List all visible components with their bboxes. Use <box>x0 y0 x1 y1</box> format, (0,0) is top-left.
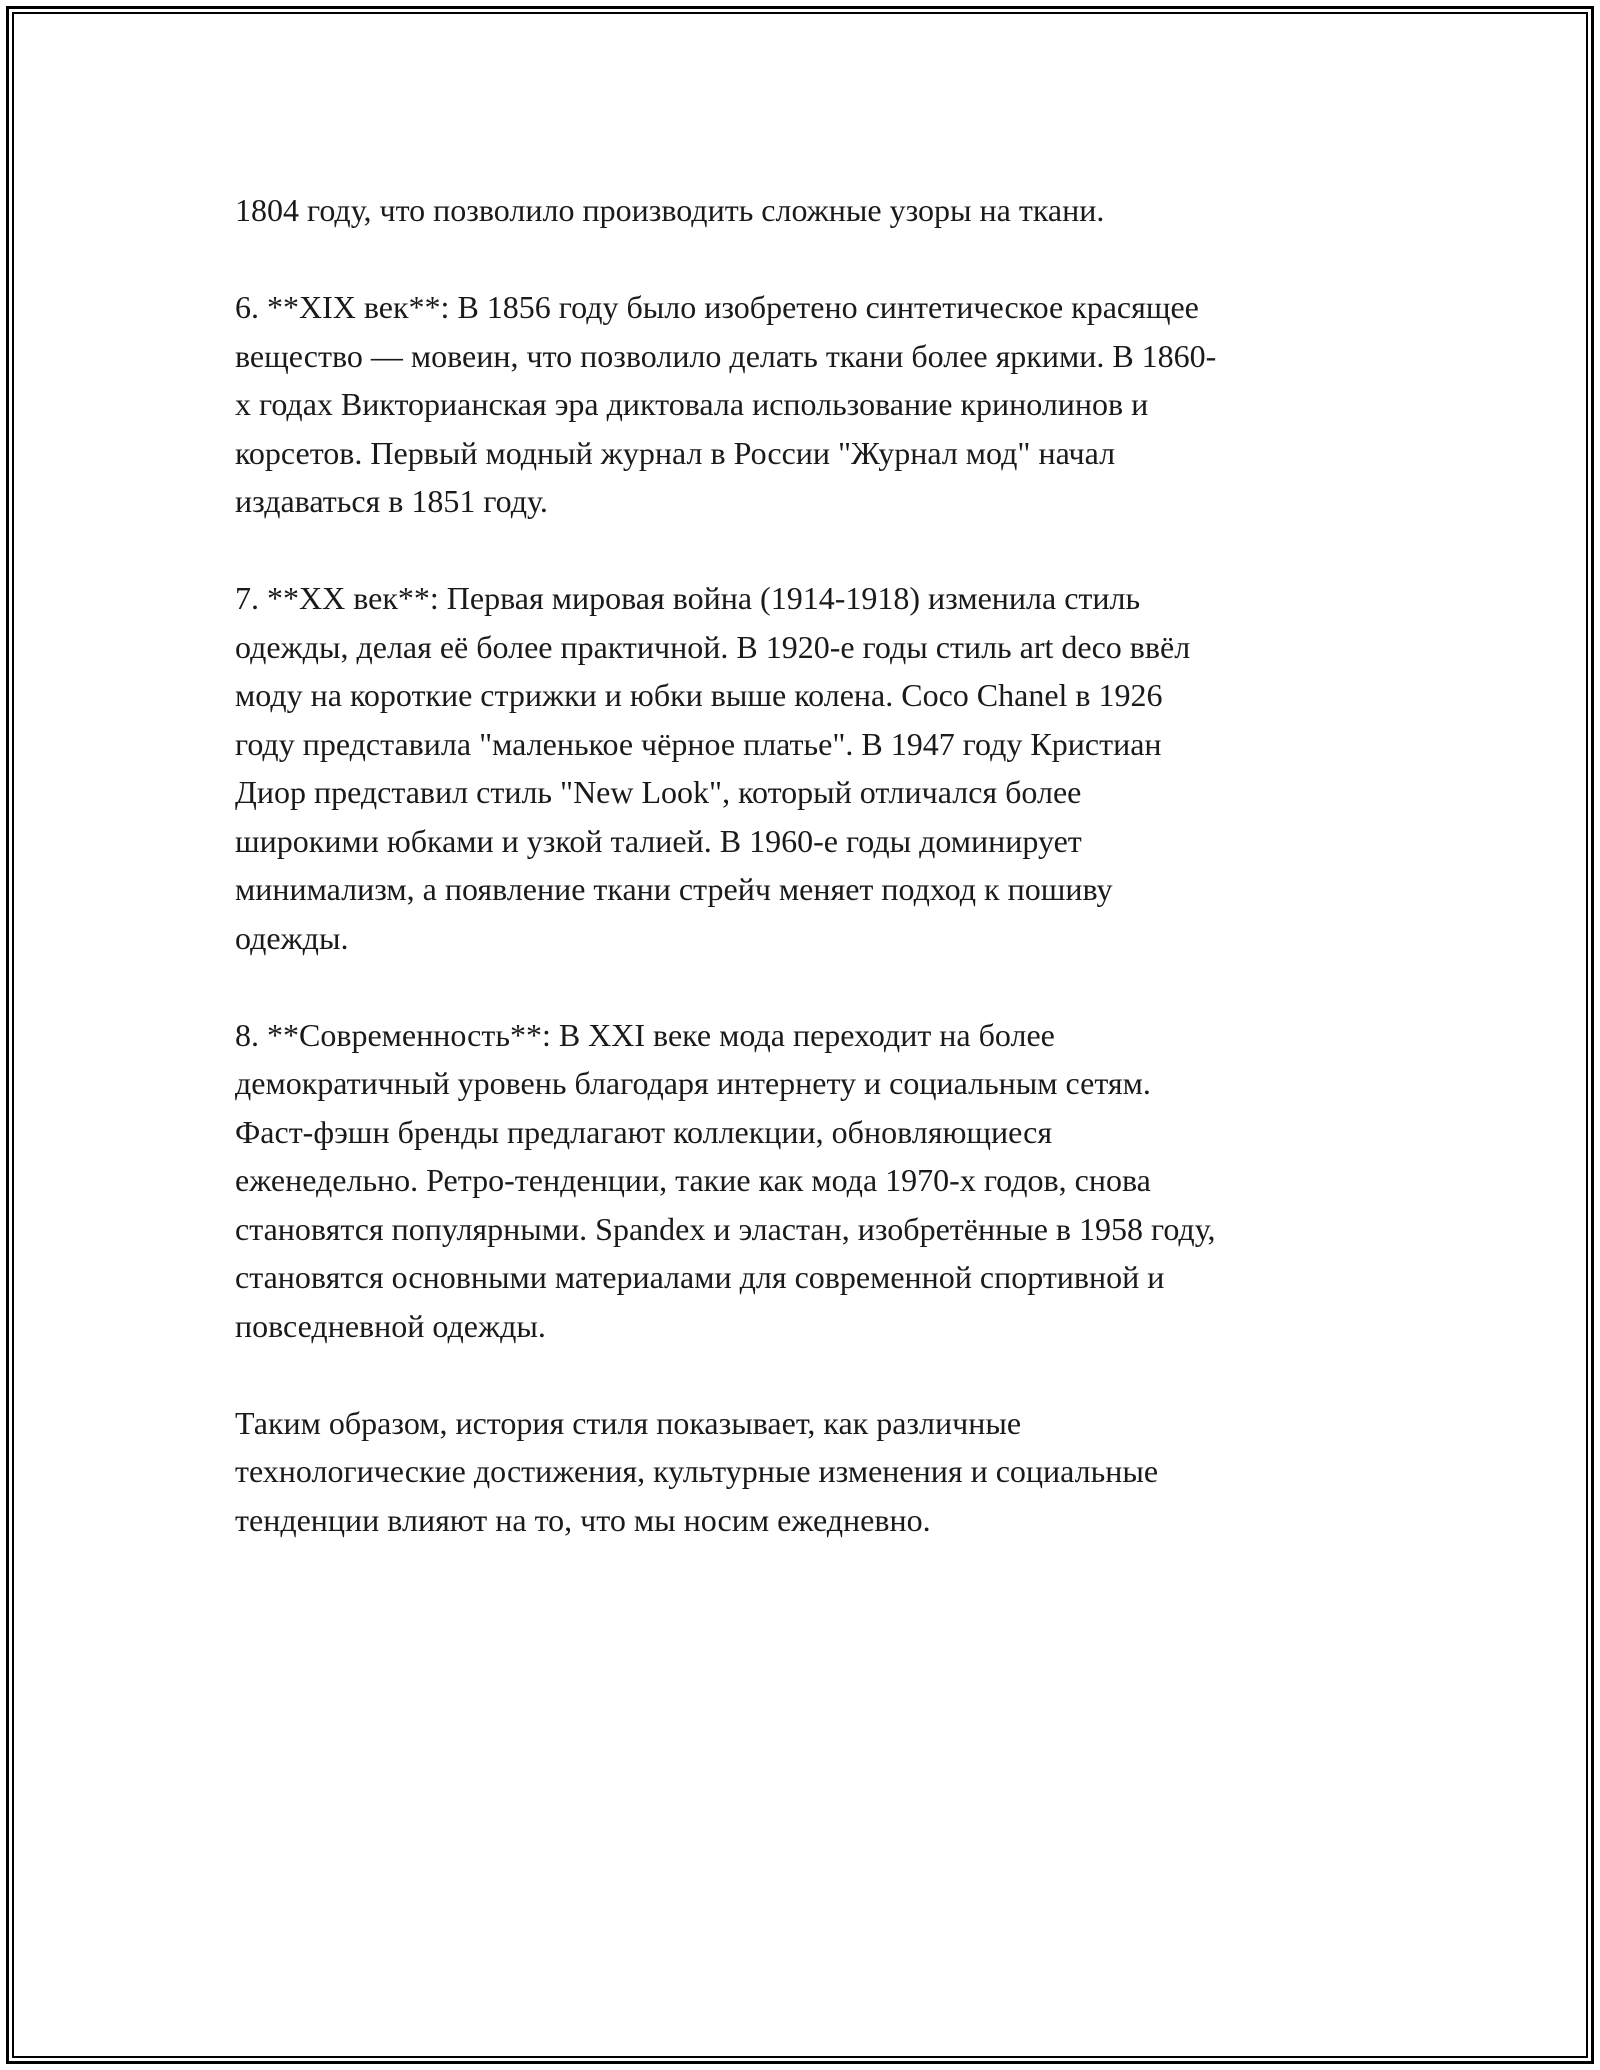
paragraph-xx-century: 7. **XX век**: Первая мировая война (1914-1918) изменила стиль одежды, делая её более практичной. В 1920-е годы стиль art deco ввёл моду на короткие стрижки и юбки выше колена. Coco Chanel в 1926 году представила "маленькое чёрное платье". В 1947 году Кристиан Диор представил стиль "New Look", который отличался более широкими юбками и узкой талией. В 1960-е годы доминирует минимализм, а появление ткани стрейч меняет подход к пошиву одежды. <box>235 580 1191 956</box>
paragraph-continuation: 1804 году, что позволило производить сложные узоры на ткани. <box>235 192 1105 228</box>
document-body <box>235 186 1380 1593</box>
paragraph-conclusion: Таким образом, история стиля показывает, как различные технологические достижения, культурные изменения и социальные тенденции влияют на то, что мы носим ежедневно. <box>235 1404 1159 1538</box>
paragraph-modernity: 8. **Современность**: В XXI веке мода переходит на более демократичный уровень благодаря интернету и социальным сетям. Фаст-фэшн бренды предлагают коллекции, обновляющиеся еженедельно. Ретро-тенденции, такие как мода 1970-х годов, снова становятся популярными. Spandex и эластан, изобретённые в 1958 году, становятся основными материалами для современной спортивной и повседневной одежды. <box>235 1016 1216 1344</box>
paragraph-xix-century: 6. **XIX век**: В 1856 году было изобретено синтетическое красящее вещество — мовеин, что позволило делать ткани более яркими. В 1860- х годах Викторианская эра диктовала использование кринолинов и корсетов. Первый модный журнал в России "Журнал мод" начал издаваться в 1851 году. <box>235 289 1217 519</box>
